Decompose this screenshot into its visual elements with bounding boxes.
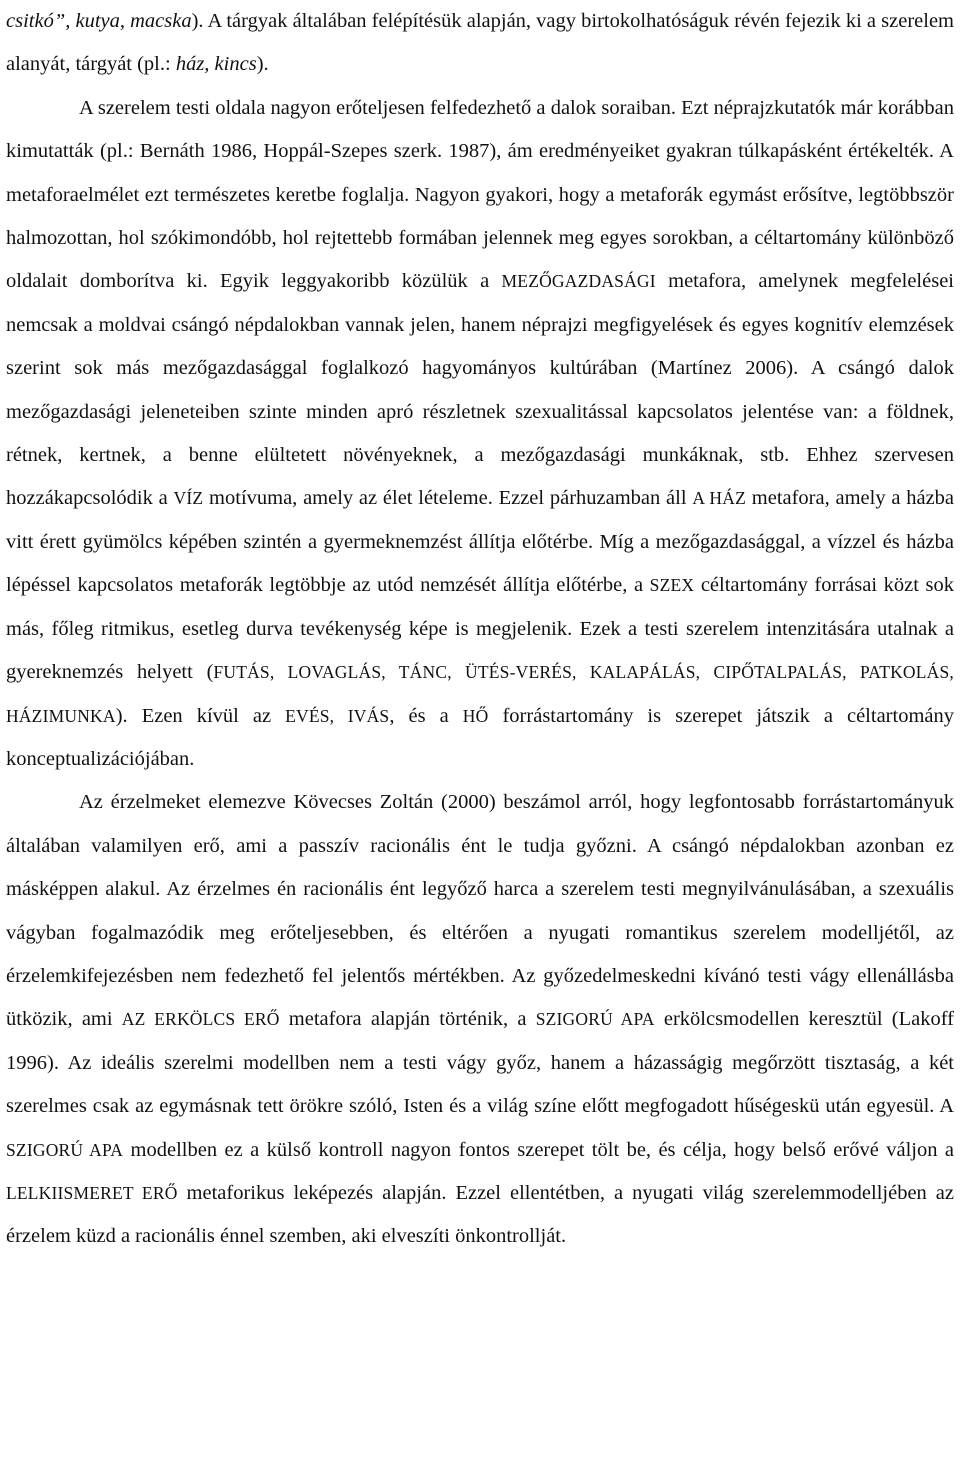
text-run: ). Ezen kívül az: [115, 704, 286, 727]
text-run: erkölcsmodellen keresztül (Lakoff 1996). Az ideális szerelmi modellben nem a testi vágy győz, hanem a házasságig megőrzött tisztaság, a két szerelmes csak az egymásnak tett örökre szóló, Isten és a világ színe előtt megfogadott hűségeskü után egyesül. A: [6, 1008, 954, 1118]
text-run: metafora alapján történik, a: [279, 1008, 536, 1031]
small-caps-term: VÍZ: [173, 488, 204, 509]
small-caps-term: SZIGORÚ APA: [535, 1009, 655, 1030]
text-run: ). A tárgyak általában felépítésük alapján, vagy birtokolhatóságuk révén fejezik ki a szerelem alanyát, tárgyát (pl.:: [6, 10, 954, 76]
text-run: céltartomány forrásai közt sok más, főleg ritmikus, esetleg durva tevékenység képe is megjelenik. Ezek a testi szerelem intenzitására utalnak a gyereknemzés helyett (: [6, 574, 954, 684]
small-caps-term: HŐ: [462, 705, 489, 726]
paragraph-2: [6, 87, 954, 782]
text-run: metaforikus leképezés alapján. Ezzel ellentétben, a nyugati világ szerelemmodelljében az érzelem küzd a racionális énnel szemben, aki elveszíti önkontrollját.: [6, 1181, 954, 1248]
small-caps-term: MEZŐGAZDASÁGI: [501, 271, 656, 292]
italic-text: ház, kincs: [175, 53, 257, 76]
italic-text: csitkó”, kutya, macska: [6, 10, 192, 32]
small-caps-term: SZIGORÚ APA: [6, 1139, 124, 1160]
text-run: forrástartomány is szerepet játszik a céltartomány konceptualizációjában.: [6, 704, 954, 770]
text-run: Az érzelmeket elemezve Kövecses Zoltán (2000) beszámol arról, hogy legfontosabb forrástartományuk általában valamilyen erő, ami a passzív racionális ént le tudja győzni. A csángó népdalokban azonban ez másképpen alakul. Az érzelmes én racionális ént legyőző harca a szerelem testi megnyilvánulásában, a szexuális vágyban fogalmazódik meg erőteljesebben, és eltérően a nyugati romantikus szerelem modelljétől, az érzelemkifejezésben nem fedezhető fel jelentős mértékben. Az győzedelmeskedni kívánó testi vágy ellenállásba ütközik, ami: [6, 791, 954, 1031]
text-run: modellben ez a külső kontroll nagyon fontos szerepet tölt be, és célja, hogy belső erővé váljon a: [123, 1138, 954, 1161]
small-caps-term: FUTÁS, LOVAGLÁS, TÁNC, ÜTÉS-VERÉS, KALAPÁLÁS, CIPŐTALPALÁS, PATKOLÁS, HÁZIMUNKA: [6, 662, 955, 726]
small-caps-term: A HÁZ: [692, 488, 746, 509]
text-run: , és a: [389, 704, 463, 727]
text-run: ).: [256, 53, 269, 76]
small-caps-term: SZEX: [649, 575, 695, 596]
small-caps-term: EVÉS, IVÁS: [285, 705, 390, 726]
small-caps-term: AZ ERKÖLCS ERŐ: [121, 1009, 280, 1030]
document-page: [6, 0, 954, 1259]
text-run: motívuma, amely az élet lételeme. Ezzel párhuzamban áll: [203, 487, 693, 510]
paragraph-3: [6, 781, 954, 1258]
paragraph-1: [6, 0, 954, 87]
text-run: metafora, amelynek megfelelései nemcsak a moldvai csángó népdalokban vannak jelen, hanem néprajzi megfigyelések és egyes kognitív elemzések szerint sok más mezőgazdasággal foglalkozó hagyományos kultúrában (Martínez 2006). A csángó dalok mezőgazdasági jeleneteiben szinte minden apró részletnek szexualitással kapcsolatos jelentése van: a földnek, rétnek, kertnek, a benne elültetett növényeknek, a mezőgazdasági munkáknak, stb. Ehhez szervesen hozzákapcsolódik a: [6, 270, 954, 510]
text-run: A szerelem testi oldala nagyon erőteljesen felfedezhető a dalok soraiban. Ezt néprajzkutatók már korábban kimutatták (pl.: Bernáth 1986, Hoppál-Szepes szerk. 1987), ám eredményeiket gyakran túlkapásként értékelték. A metaforaelmélet ezt természetes keretbe foglalja. Nagyon gyakori, hogy a metaforák egymást erősítve, legtöbbször halmozottan, hol szókimondóbb, hol rejtettebb formában jelennek meg egyes sorokban, a céltartomány különböző oldalait domborítva ki. Egyik leggyakoribb közülük a: [6, 96, 954, 293]
small-caps-term: LELKIISMERET ERŐ: [6, 1182, 178, 1203]
text-run: metafora, amely a házba vitt érett gyümölcs képében szintén a gyermeknemzést állítja előtérbe. Míg a mezőgazdasággal, a vízzel és házba lépéssel kapcsolatos metaforák legtöbbje az utód nemzését állítja előtérbe, a: [6, 487, 955, 597]
